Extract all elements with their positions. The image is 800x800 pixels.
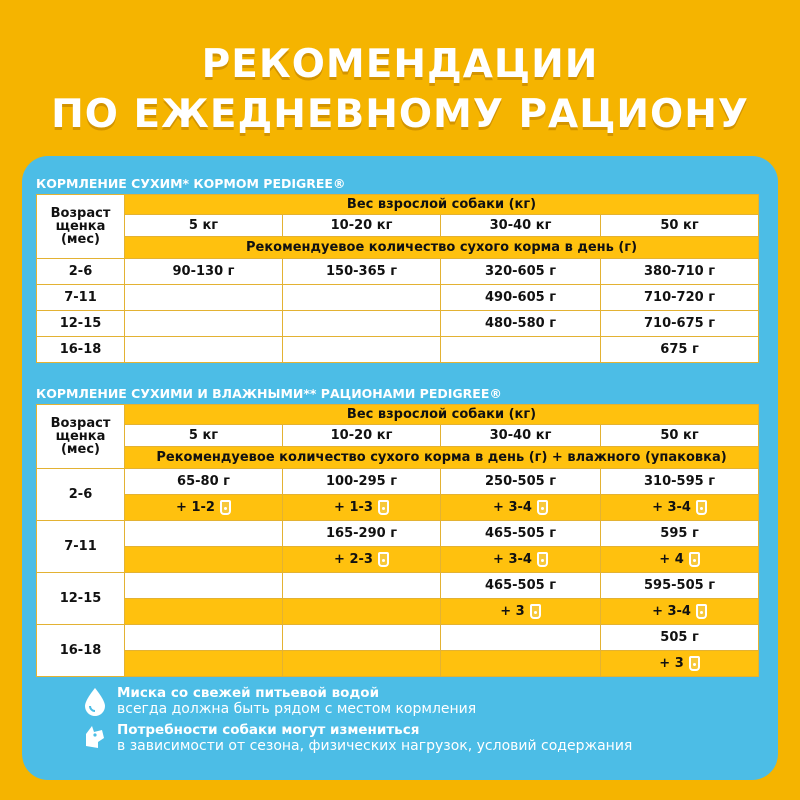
table-cell: 90-130 г [125, 259, 283, 285]
weight-col: 5 кг [125, 215, 283, 237]
weight-col: 5 кг [125, 425, 283, 447]
dry-amount-cell [125, 625, 283, 651]
dry-amount-cell: 505 г [601, 625, 759, 651]
age-header: Возраст щенка (мес) [37, 405, 125, 469]
wet-pack-cell [441, 495, 601, 521]
water-note [117, 685, 476, 717]
table-cell: 710-720 г [601, 285, 759, 311]
wet-pouch-icon [696, 604, 707, 619]
table-cell [125, 311, 283, 337]
mixed-section-title: КОРМЛЕНИЕ СУХИМИ И ВЛАЖНЫМИ** РАЦИОНАМИ PEDIGREE® [36, 386, 502, 401]
wet-pouch-icon [530, 604, 541, 619]
dry-amount-cell [125, 573, 283, 599]
wet-pack-cell [601, 651, 759, 677]
water-drop-icon [82, 686, 108, 720]
dry-amount-cell: 465-505 г [441, 521, 601, 547]
wet-pack-value: + 4 [659, 552, 684, 567]
dry-amount-cell: 310-595 г [601, 469, 759, 495]
wet-pouch-icon [537, 500, 548, 515]
dry-amount-cell [283, 573, 441, 599]
table-cell: 380-710 г [601, 259, 759, 285]
dry-amount-cell: 100-295 г [283, 469, 441, 495]
wet-pack-value: + 3 [500, 604, 525, 619]
wet-pack-cell [283, 547, 441, 573]
weight-col: 30-40 кг [441, 425, 601, 447]
table-cell: 710-675 г [601, 311, 759, 337]
dry-food-table [36, 194, 759, 363]
wet-pouch-icon [537, 552, 548, 567]
weight-col: 30-40 кг [441, 215, 601, 237]
dry-section-title: КОРМЛЕНИЕ СУХИМ* КОРМОМ PEDIGREE® [36, 176, 346, 191]
info-panel [22, 156, 778, 780]
mixed-food-table [36, 404, 759, 677]
table-cell: 150-365 г [283, 259, 441, 285]
dry-amount-cell: 595-505 г [601, 573, 759, 599]
wet-pouch-icon [378, 552, 389, 567]
page-title [0, 40, 800, 140]
amount-header: Рекомендуевое количество сухого корма в день (г) [125, 237, 759, 259]
table-cell [283, 337, 441, 363]
table-cell [125, 337, 283, 363]
wet-pack-cell [283, 495, 441, 521]
wet-pack-cell [601, 599, 759, 625]
dry-amount-cell: 250-505 г [441, 469, 601, 495]
wet-pack-cell [125, 495, 283, 521]
age-cell: 16-18 [37, 337, 125, 363]
table-cell: 675 г [601, 337, 759, 363]
age-cell: 12-15 [37, 311, 125, 337]
weight-col: 10-20 кг [283, 215, 441, 237]
weight-col: 10-20 кг [283, 425, 441, 447]
weight-col: 50 кг [601, 215, 759, 237]
wet-pack-value: + 3-4 [493, 552, 532, 567]
wet-pouch-icon [696, 500, 707, 515]
dry-amount-cell [441, 625, 601, 651]
wet-pack-value: + 3-4 [493, 500, 532, 515]
table-cell: 480-580 г [441, 311, 601, 337]
wet-pack-value: + 3-4 [652, 500, 691, 515]
dry-amount-cell [125, 521, 283, 547]
wet-pack-cell [125, 599, 283, 625]
weight-col: 50 кг [601, 425, 759, 447]
wet-pack-cell [601, 495, 759, 521]
dry-amount-cell [283, 625, 441, 651]
wet-pack-cell [125, 547, 283, 573]
wet-pack-value: + 1-3 [334, 500, 373, 515]
wet-pack-value: + 3-4 [652, 604, 691, 619]
needs-note-text: в зависимости от сезона, физических нагрузок, условий содержания [117, 738, 633, 754]
weight-header: Вес взрослой собаки (кг) [125, 405, 759, 425]
table-cell: 490-605 г [441, 285, 601, 311]
weight-header: Вес взрослой собаки (кг) [125, 195, 759, 215]
table-cell [125, 285, 283, 311]
needs-note-title: Потребности собаки могут измениться [117, 722, 420, 738]
amount-header: Рекомендуевое количество сухого корма в день (г) + влажного (упаковка) [125, 447, 759, 469]
age-cell: 7-11 [37, 521, 125, 573]
age-cell: 2-6 [37, 259, 125, 285]
table-cell: 320-605 г [441, 259, 601, 285]
dry-amount-cell: 465-505 г [441, 573, 601, 599]
needs-note [117, 722, 632, 754]
table-cell [283, 311, 441, 337]
age-cell: 16-18 [37, 625, 125, 677]
wet-pack-cell [283, 599, 441, 625]
wet-pouch-icon [220, 500, 231, 515]
table-cell [441, 337, 601, 363]
age-cell: 12-15 [37, 573, 125, 625]
wet-pack-cell [601, 547, 759, 573]
wet-pack-cell [441, 651, 601, 677]
wet-pouch-icon [689, 552, 700, 567]
wet-pouch-icon [378, 500, 389, 515]
wet-pack-cell [441, 599, 601, 625]
dry-amount-cell: 165-290 г [283, 521, 441, 547]
wet-pack-cell [283, 651, 441, 677]
wet-pack-value: + 3 [659, 656, 684, 671]
age-cell: 2-6 [37, 469, 125, 521]
wet-pack-cell [441, 547, 601, 573]
wet-pouch-icon [689, 656, 700, 671]
wet-pack-cell [125, 651, 283, 677]
wet-pack-value: + 1-2 [176, 500, 215, 515]
water-note-text: всегда должна быть рядом с местом кормления [117, 701, 477, 717]
water-note-title: Миска со свежей питьевой водой [117, 685, 380, 701]
dog-icon [82, 722, 108, 754]
title-line-1: РЕКОМЕНДАЦИИ [201, 42, 599, 87]
age-cell: 7-11 [37, 285, 125, 311]
dry-amount-cell: 595 г [601, 521, 759, 547]
dry-amount-cell: 65-80 г [125, 469, 283, 495]
title-line-2: ПО ЕЖЕДНЕВНОМУ РАЦИОНУ [51, 92, 749, 137]
age-header: Возраст щенка (мес) [37, 195, 125, 259]
wet-pack-value: + 2-3 [334, 552, 373, 567]
table-cell [283, 285, 441, 311]
